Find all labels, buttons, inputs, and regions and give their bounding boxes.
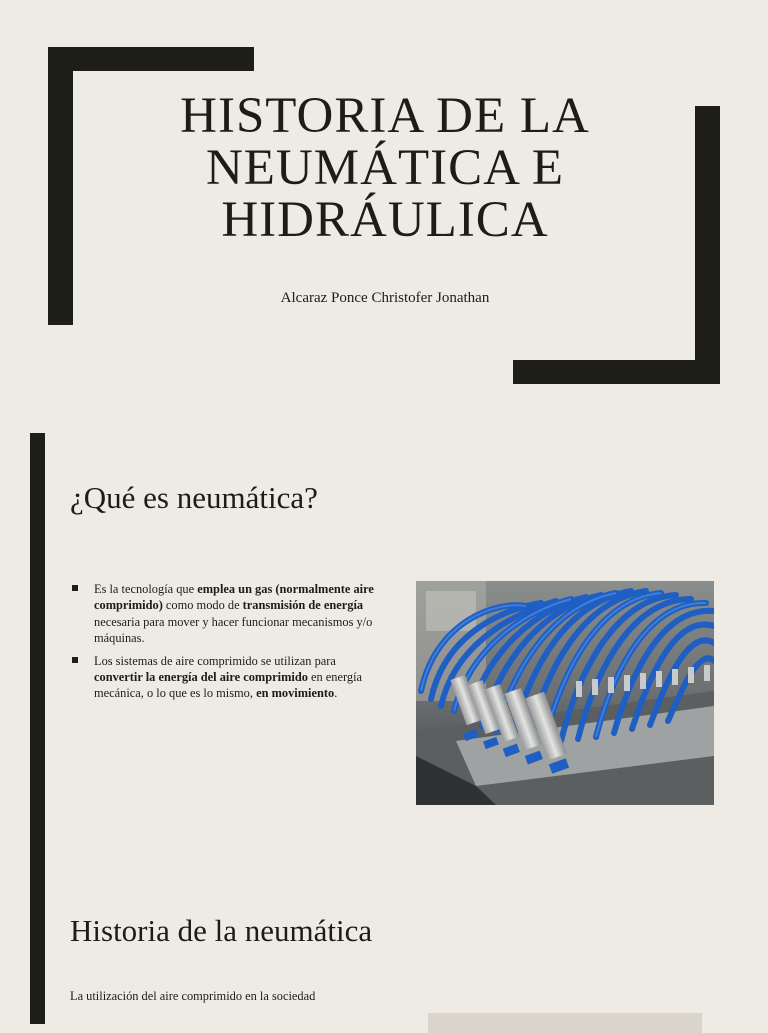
bullet-text: en energía mecánica, o lo que es lo mismo, [94, 670, 363, 701]
frame-bar-bottom-right-vertical [695, 106, 720, 384]
presentation-title [100, 90, 670, 246]
pneumatic-hoses-illustration [416, 581, 714, 805]
history-body-text: La utilización del aire comprimido en la sociedad [70, 989, 316, 1003]
frame-bar-top-left-horizontal [48, 47, 254, 71]
bullet-bold-text: en movimiento [256, 686, 335, 701]
frame-bar-top-left-vertical [48, 47, 73, 325]
square-bullet-icon [72, 657, 78, 663]
title-slide [0, 0, 768, 415]
square-bullet-icon [72, 585, 78, 591]
pneumatic-hoses-photo [416, 581, 714, 805]
history-photo [428, 1013, 702, 1033]
title-line-2: NEUMÁTICA E [205, 140, 565, 196]
title-line-1: HISTORIA DE LA [180, 88, 590, 144]
list-item [72, 581, 384, 647]
bullet-bold-text: emplea un gas (normalmente aire comprimido) [94, 582, 374, 613]
bullet-bold-text: convertir la energía del aire comprimido [94, 670, 308, 685]
bullet-bold-text: transmisión de energía [242, 598, 364, 613]
bullet-text: . [334, 686, 338, 701]
slide-heading: Historia de la neumática [70, 913, 373, 948]
author-name: Alcaraz Ponce Christofer Jonathan [280, 290, 490, 306]
frame-bar-bottom-right-horizontal [513, 360, 720, 384]
bullet-text: Es la tecnología que [94, 582, 198, 596]
list-item [72, 653, 384, 702]
bullet-list [72, 581, 384, 708]
definition-slide [0, 415, 768, 865]
bullet-text: Los sistemas de aire comprimido se utilizan para [94, 653, 336, 668]
slide-accent-bar [30, 865, 45, 1024]
slide-accent-bar [30, 433, 45, 865]
history-slide [0, 865, 768, 1024]
title-line-3: HIDRÁULICA [221, 192, 549, 248]
bullet-text: necesaria para mover y hacer funcionar mecanismos y/o máquinas. [94, 614, 373, 646]
bullet-text: como modo de [162, 598, 243, 613]
slide-heading: ¿Qué es neumática? [70, 480, 318, 515]
